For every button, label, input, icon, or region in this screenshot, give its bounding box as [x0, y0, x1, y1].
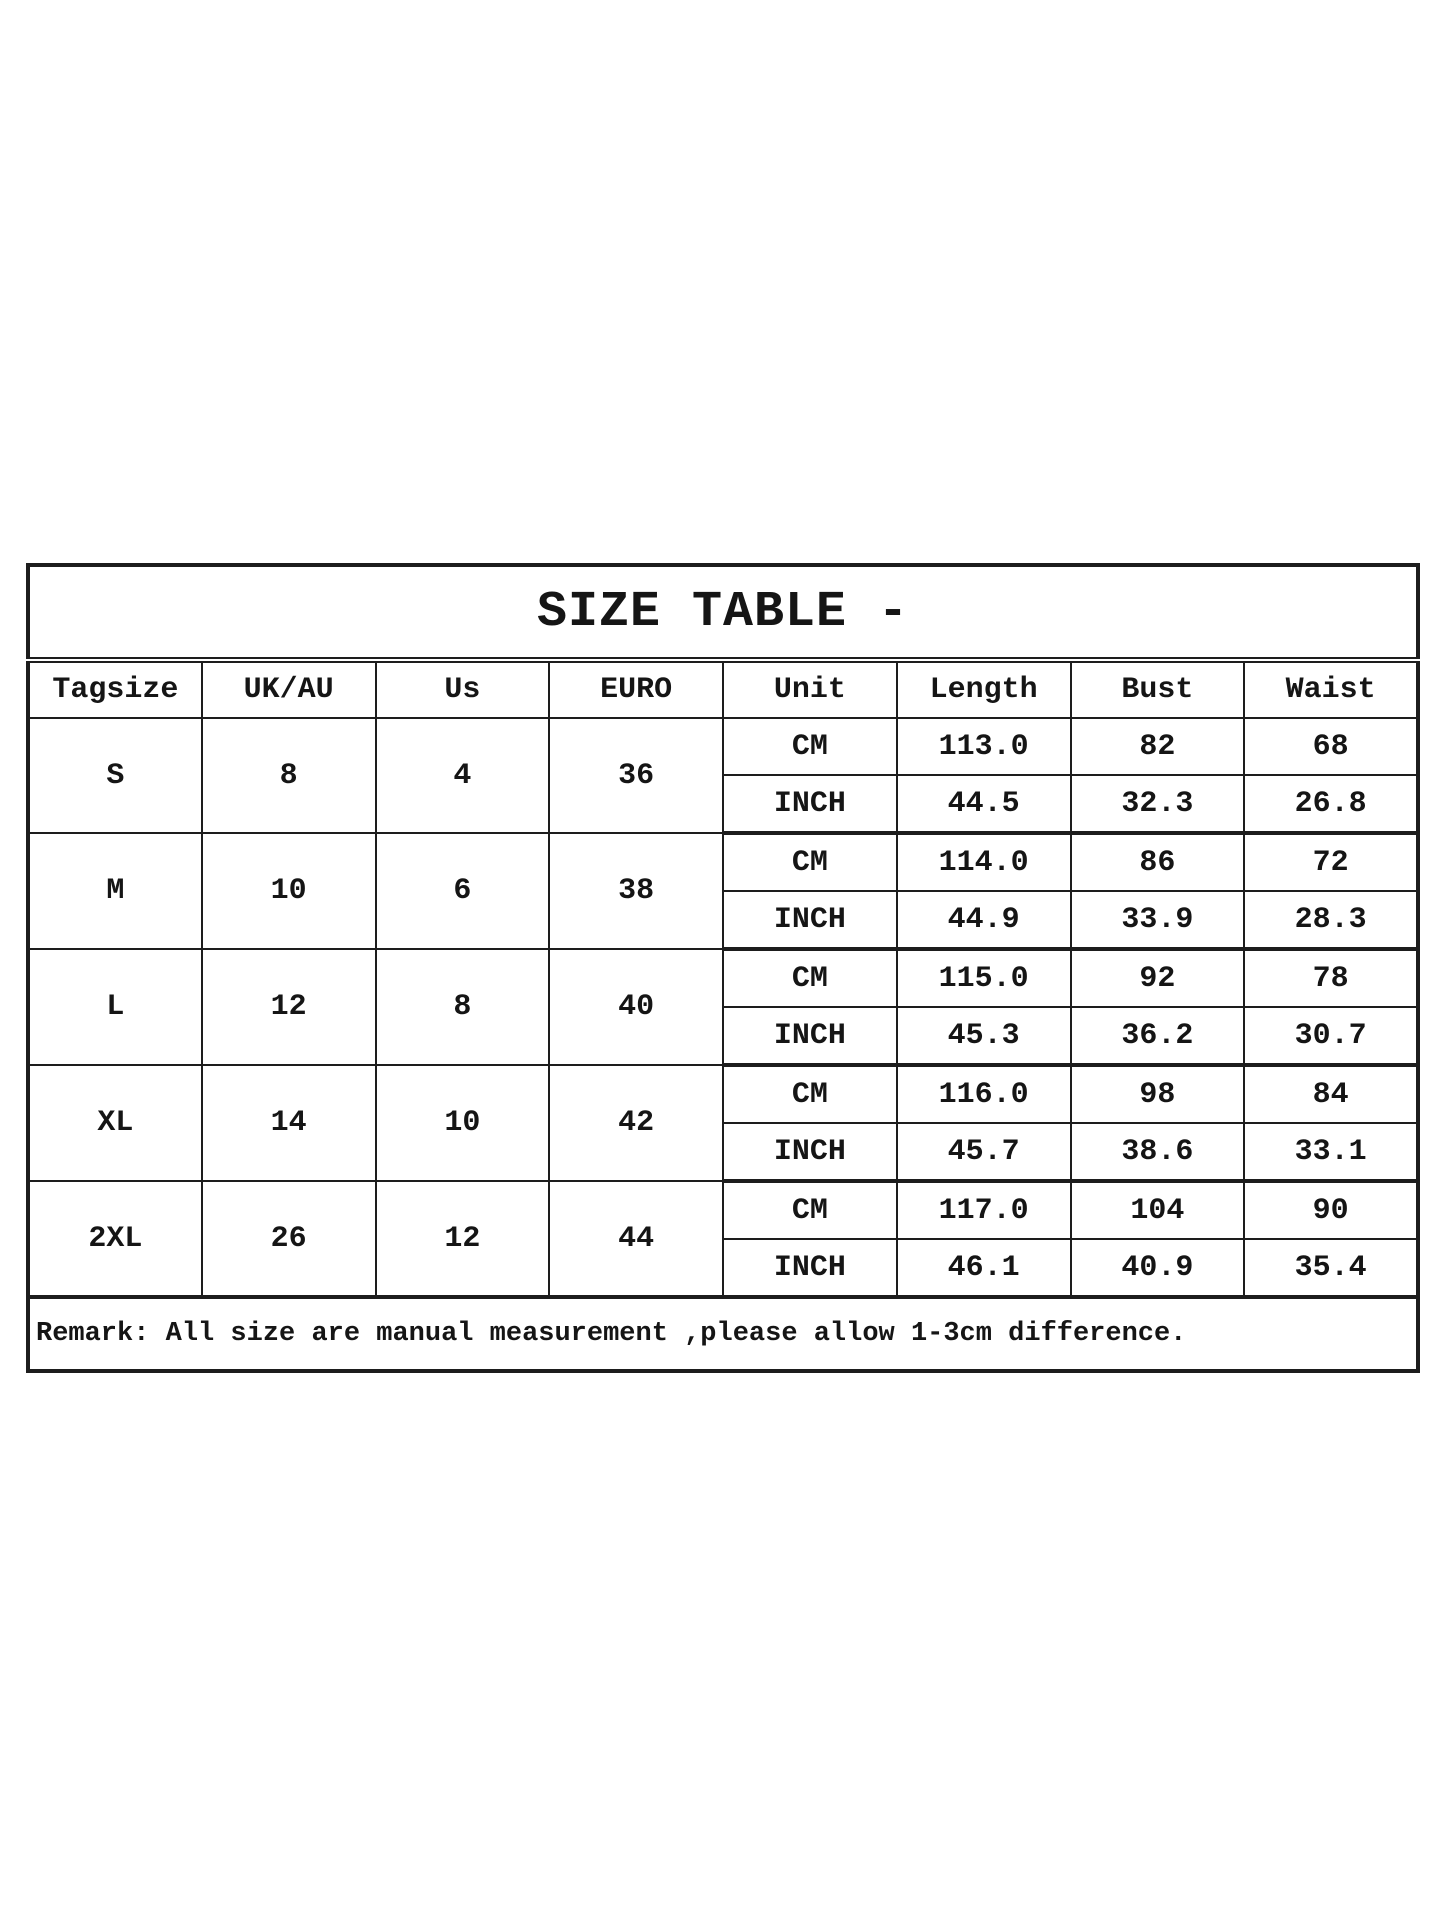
table-title: SIZE TABLE -	[28, 565, 1418, 660]
unit-cell: INCH	[723, 775, 897, 833]
size-row-cm	[28, 718, 1418, 775]
waist-cell: 33.1	[1244, 1123, 1418, 1181]
size-row-cm	[28, 833, 1418, 891]
waist-cell: 68	[1244, 718, 1418, 775]
euro-cell: 36	[549, 718, 723, 833]
tagsize-cell: 2XL	[28, 1181, 202, 1297]
uk-au-cell: 12	[202, 949, 376, 1065]
waist-cell: 78	[1244, 949, 1418, 1007]
length-cell: 116.0	[897, 1065, 1071, 1123]
us-cell: 6	[376, 833, 550, 949]
waist-cell: 72	[1244, 833, 1418, 891]
size-rows	[28, 718, 1418, 1297]
unit-cell: INCH	[723, 1123, 897, 1181]
length-cell: 44.5	[897, 775, 1071, 833]
length-cell: 115.0	[897, 949, 1071, 1007]
bust-cell: 86	[1071, 833, 1245, 891]
euro-cell: 42	[549, 1065, 723, 1181]
length-cell: 117.0	[897, 1181, 1071, 1239]
waist-cell: 35.4	[1244, 1239, 1418, 1297]
uk-au-cell: 10	[202, 833, 376, 949]
waist-cell: 90	[1244, 1181, 1418, 1239]
length-cell: 44.9	[897, 891, 1071, 949]
bust-cell: 98	[1071, 1065, 1245, 1123]
unit-cell: INCH	[723, 1007, 897, 1065]
us-cell: 8	[376, 949, 550, 1065]
unit-cell: INCH	[723, 1239, 897, 1297]
col-header-waist: Waist	[1244, 660, 1418, 718]
col-header-unit: Unit	[723, 660, 897, 718]
tagsize-cell: L	[28, 949, 202, 1065]
size-row-cm	[28, 1181, 1418, 1239]
us-cell: 4	[376, 718, 550, 833]
euro-cell: 44	[549, 1181, 723, 1297]
tagsize-cell: XL	[28, 1065, 202, 1181]
waist-cell: 84	[1244, 1065, 1418, 1123]
unit-cell: INCH	[723, 891, 897, 949]
col-header-us: Us	[376, 660, 550, 718]
title-row	[28, 565, 1418, 660]
uk-au-cell: 8	[202, 718, 376, 833]
size-row-cm	[28, 949, 1418, 1007]
tagsize-cell: M	[28, 833, 202, 949]
waist-cell: 26.8	[1244, 775, 1418, 833]
size-row-cm	[28, 1065, 1418, 1123]
col-header-euro: EURO	[549, 660, 723, 718]
remark-row	[28, 1297, 1418, 1371]
euro-cell: 38	[549, 833, 723, 949]
table-head	[28, 565, 1418, 718]
unit-cell: CM	[723, 1181, 897, 1239]
remark: Remark: All size are manual measurement ,please allow 1-3cm difference.	[28, 1297, 1418, 1371]
length-cell: 114.0	[897, 833, 1071, 891]
table-foot	[28, 1297, 1418, 1371]
bust-cell: 40.9	[1071, 1239, 1245, 1297]
waist-cell: 30.7	[1244, 1007, 1418, 1065]
us-cell: 10	[376, 1065, 550, 1181]
bust-cell: 38.6	[1071, 1123, 1245, 1181]
col-header-uk-au: UK/AU	[202, 660, 376, 718]
unit-cell: CM	[723, 718, 897, 775]
length-cell: 45.7	[897, 1123, 1071, 1181]
bust-cell: 36.2	[1071, 1007, 1245, 1065]
uk-au-cell: 14	[202, 1065, 376, 1181]
col-header-bust: Bust	[1071, 660, 1245, 718]
length-cell: 46.1	[897, 1239, 1071, 1297]
bust-cell: 33.9	[1071, 891, 1245, 949]
header-row	[28, 660, 1418, 718]
unit-cell: CM	[723, 949, 897, 1007]
tagsize-cell: S	[28, 718, 202, 833]
col-header-tagsize: Tagsize	[28, 660, 202, 718]
bust-cell: 82	[1071, 718, 1245, 775]
euro-cell: 40	[549, 949, 723, 1065]
bust-cell: 92	[1071, 949, 1245, 1007]
waist-cell: 28.3	[1244, 891, 1418, 949]
us-cell: 12	[376, 1181, 550, 1297]
bust-cell: 104	[1071, 1181, 1245, 1239]
length-cell: 113.0	[897, 718, 1071, 775]
bust-cell: 32.3	[1071, 775, 1245, 833]
uk-au-cell: 26	[202, 1181, 376, 1297]
unit-cell: CM	[723, 833, 897, 891]
col-header-length: Length	[897, 660, 1071, 718]
unit-cell: CM	[723, 1065, 897, 1123]
size-table	[26, 563, 1420, 1373]
length-cell: 45.3	[897, 1007, 1071, 1065]
